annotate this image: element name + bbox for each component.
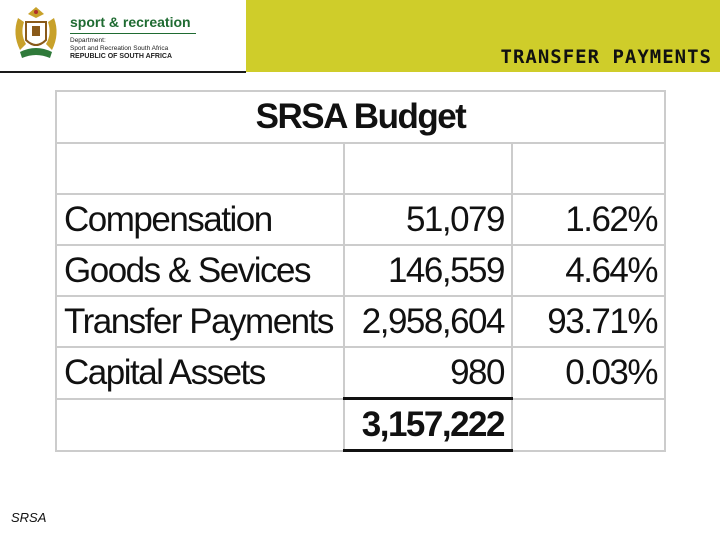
row-label: Transfer Payments bbox=[56, 296, 344, 347]
row-amount: 980 bbox=[344, 347, 512, 399]
row-amount: 51,079 bbox=[344, 194, 512, 245]
department-logo bbox=[0, 0, 246, 72]
table-row bbox=[56, 245, 665, 296]
row-percent: 93.71% bbox=[512, 296, 665, 347]
row-label: Goods & Sevices bbox=[56, 245, 344, 296]
row-amount: 146,559 bbox=[344, 245, 512, 296]
budget-table bbox=[55, 90, 666, 452]
table-row bbox=[56, 194, 665, 245]
empty-cell bbox=[56, 143, 344, 194]
table-title-row bbox=[56, 91, 665, 143]
logo-divider bbox=[70, 33, 196, 34]
table-row bbox=[56, 347, 665, 399]
page-title: TRANSFER PAYMENTS bbox=[500, 46, 712, 68]
row-percent: 0.03% bbox=[512, 347, 665, 399]
table-empty-row bbox=[56, 143, 665, 194]
table-total-row bbox=[56, 399, 665, 451]
total-amount: 3,157,222 bbox=[344, 399, 512, 451]
empty-cell bbox=[512, 143, 665, 194]
logo-underline bbox=[0, 71, 246, 73]
header-band bbox=[246, 0, 720, 72]
footer-label: SRSA bbox=[11, 510, 47, 525]
department-label: Department: bbox=[70, 37, 106, 44]
table-title: SRSA Budget bbox=[56, 91, 665, 143]
country-name: REPUBLIC OF SOUTH AFRICA bbox=[70, 53, 173, 60]
department-name: sport & recreation bbox=[70, 14, 191, 30]
row-amount: 2,958,604 bbox=[344, 296, 512, 347]
row-label: Compensation bbox=[56, 194, 344, 245]
table-row bbox=[56, 296, 665, 347]
row-percent: 1.62% bbox=[512, 194, 665, 245]
department-full-name: Sport and Recreation South Africa bbox=[70, 45, 169, 52]
empty-cell bbox=[512, 399, 665, 451]
row-percent: 4.64% bbox=[512, 245, 665, 296]
empty-cell bbox=[56, 399, 344, 451]
coat-of-arms-icon bbox=[8, 4, 64, 66]
empty-cell bbox=[344, 143, 512, 194]
row-label: Capital Assets bbox=[56, 347, 344, 399]
